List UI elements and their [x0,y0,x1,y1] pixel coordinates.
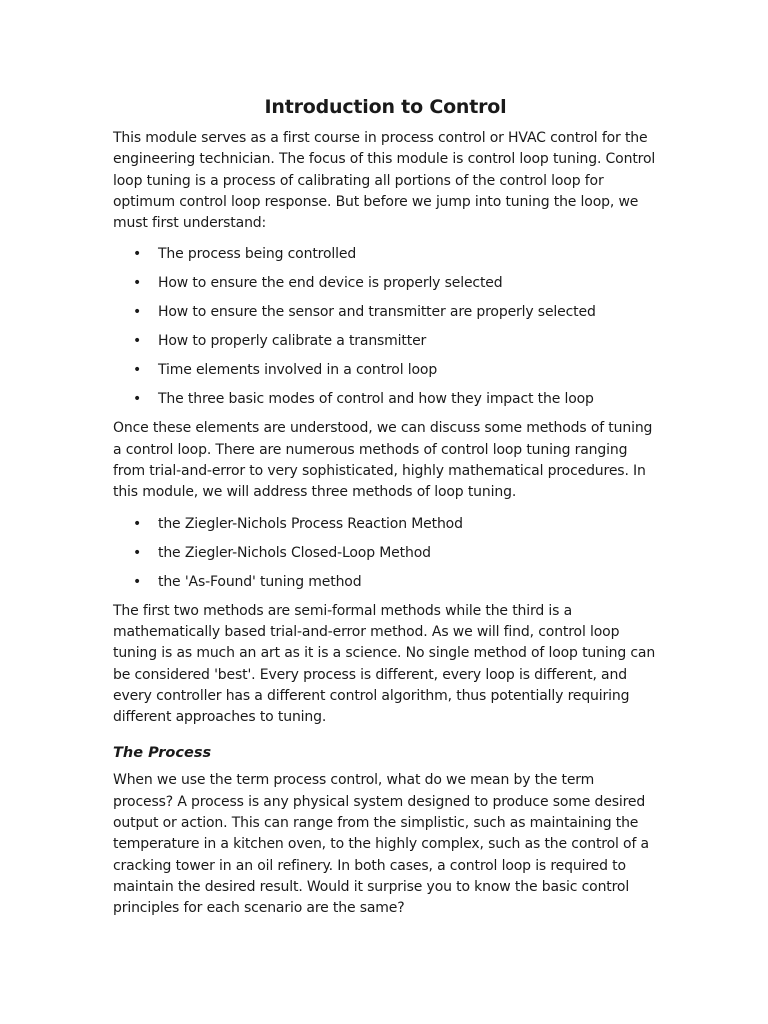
list-item [113,389,658,410]
methods-list [113,514,658,593]
list-item-text: Time elements involved in a control loop [158,362,438,379]
list-item-text: the 'As-Found' tuning method [158,573,362,590]
bullet-icon: • [133,304,142,321]
list-item-text: the Ziegler-Nichols Closed-Loop Method [158,544,431,561]
bullet-icon: • [133,573,142,590]
list-item [113,514,658,535]
list-item [113,572,658,593]
list-item [113,273,658,294]
list-item-text: How to ensure the end device is properly selected [158,275,503,292]
understand-list [113,244,658,410]
list-item-text: The process being controlled [158,246,357,263]
bullet-icon: • [133,544,142,561]
science-paragraph: The first two methods are semi-formal methods while the third is a mathematically based trial-and-error method. As we will find, control loop tuning is as much an art as it is a science. No single method of loop tuning can be considered 'best'. Every process is different, every loop is different, and every controller has a different control algorithm, thus potentially requiring different approaches to tuning. [113,602,656,726]
list-item [113,302,658,323]
section-heading: The Process [113,745,212,762]
list-item-text: The three basic modes of control and how they impact the loop [158,391,594,408]
bullet-icon: • [133,333,142,350]
bullet-icon: • [133,391,142,408]
bullet-icon: • [133,515,142,532]
bullet-icon: • [133,362,142,379]
methods-paragraph: Once these elements are understood, we can discuss some methods of tuning a control loop. There are numerous methods of control loop tuning ranging from trial-and-error to very sophisticated, highly mathematical procedures. In this module, we will address three methods of loop tuning. [113,420,653,501]
bullet-icon: • [133,275,142,292]
intro-paragraph: This module serves as a first course in process control or HVAC control for the engineering technician. The focus of this module is control loop tuning. Control loop tuning is a process of calibrating all portions of the control loop for optimum control loop response. But before we jump into tuning the loop, we must first understand: [113,130,656,232]
list-item [113,331,658,352]
list-item-text: How to ensure the sensor and transmitter are properly selected [158,304,596,321]
list-item [113,360,658,381]
document-content [113,94,658,930]
bullet-icon: • [133,246,142,263]
list-item [113,543,658,564]
list-item-text: How to properly calibrate a transmitter [158,333,427,350]
process-paragraph: When we use the term process control, what do we mean by the term process? A process is any physical system designed to produce some desired output or action. This can range from the simplistic, such as maintaining the temperature in a kitchen oven, to the highly complex, such as the control of a cracking tower in an oil refinery. In both cases, a control loop is required to maintain the desired result. Would it surprise you to know the basic control principles for each scenario are the same? [113,772,649,917]
page-title: Introduction to Control [264,96,507,118]
list-item [113,244,658,265]
list-item-text: the Ziegler-Nichols Process Reaction Method [158,515,463,532]
